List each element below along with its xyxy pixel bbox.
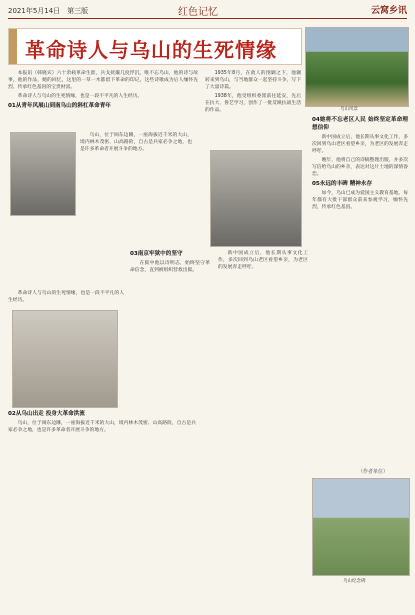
photo-monument [312, 478, 410, 576]
article-column-1 [8, 70, 198, 112]
photo-landscape [305, 27, 409, 107]
banner-decoration [9, 29, 17, 64]
group-photo [210, 150, 302, 247]
paragraph: 晚年，他将自己的诗稿整理出版，并多次写信给乌山的乡亲，表达对这片土地的深情眷恋。 [312, 158, 408, 177]
signature: （作者单位） [358, 469, 389, 475]
paragraph: 本报讯（韩晓宾）六十余载革命生涯，兵戈扰攘几度浮沉，唯不忘乌山，他的诗与故事，他的作品，她的回忆，这里的一草一木都留下革命的印记，这些诗歌成为后人缅怀先烈、传承红色基因的宝贵财富。 [8, 71, 198, 90]
paragraph: 乌山，位于闽东边陲，一座海拔近千米的大山，境内林木茂密、山高路险，自古是兵家必争之地，也是许多革命者开展斗争的地方。 [8, 421, 196, 433]
subheading: 04她将不忘老区人民 始终坚定革命理想信仰 [312, 117, 408, 131]
paragraph: 如今，乌山已成为爱国主义教育基地，每年都有大批干部群众前来参观学习，缅怀先烈，传承红色基因。 [312, 191, 408, 210]
paragraph: 1935年8月，在敌人的围剿之下，他辗转来到乌山，与当地群众一起坚持斗争，写下了大量诗篇。 [205, 71, 301, 90]
paragraph: 乌山，位于闽东边陲，一座海拔近千米的大山，境内林木茂密、山高路险，自古是兵家必争之地，也是许多革命者开展斗争的地方。 [80, 133, 192, 152]
header-rule [8, 18, 407, 19]
paper-name: 云窝乡讯 [370, 6, 407, 16]
article-column-7 [312, 116, 408, 213]
subheading: 05永远的丰碑 精神永存 [312, 181, 373, 187]
headline-banner [8, 28, 302, 65]
subheading: 01从青年风展山到南乌山的斜杠革命青年 [8, 103, 111, 109]
page-header [8, 3, 407, 17]
paragraph: 在狱中他以诗明志，始终坚守革命信念，直到被组织营救出狱。 [130, 261, 210, 273]
article-column-2 [205, 70, 301, 116]
photo-monument-caption: 乌山纪念碑 [343, 579, 366, 584]
paragraph: 新中国成立后，他长期从事文化工作，多次回到乌山老区看望乡亲，为老区的发展奔走呼吁。 [218, 251, 308, 270]
section-name: 红色记忆 [178, 7, 218, 18]
subheading: 02从乌山出走 投身大革命洪流 [8, 411, 85, 417]
paragraph: 新中国成立后，他长期从事文化工作，多次回到乌山老区看望乡亲，为老区的发展奔走呼吁。 [312, 135, 408, 154]
paragraph: 1938年，他受组织委派前往延安，先后在抗大、鲁艺学习，创作了一批反映抗战生活的作品。 [205, 94, 301, 113]
article-column-3 [8, 290, 124, 306]
issue-date: 2021年5月14日 第三版 [8, 7, 89, 15]
subheading: 03南京牢狱中的坚守 [130, 251, 183, 257]
paragraph: 革命诗人与乌山的生死情缘，也是一段不平凡的人生经历。 [17, 94, 143, 99]
article-column-1b [80, 132, 192, 155]
article-column-6 [218, 250, 308, 273]
headline: 革命诗人与乌山的生死情缘 [25, 38, 277, 62]
paragraph: 革命诗人与乌山的生死情缘，也是一段不平凡的人生经历。 [8, 291, 124, 303]
portrait-photo [10, 132, 76, 216]
article-column-4 [8, 410, 196, 436]
photo-landscape-caption: 乌山风景 [340, 107, 358, 112]
manuscript-photo [12, 310, 118, 408]
article-column-5 [130, 250, 210, 276]
